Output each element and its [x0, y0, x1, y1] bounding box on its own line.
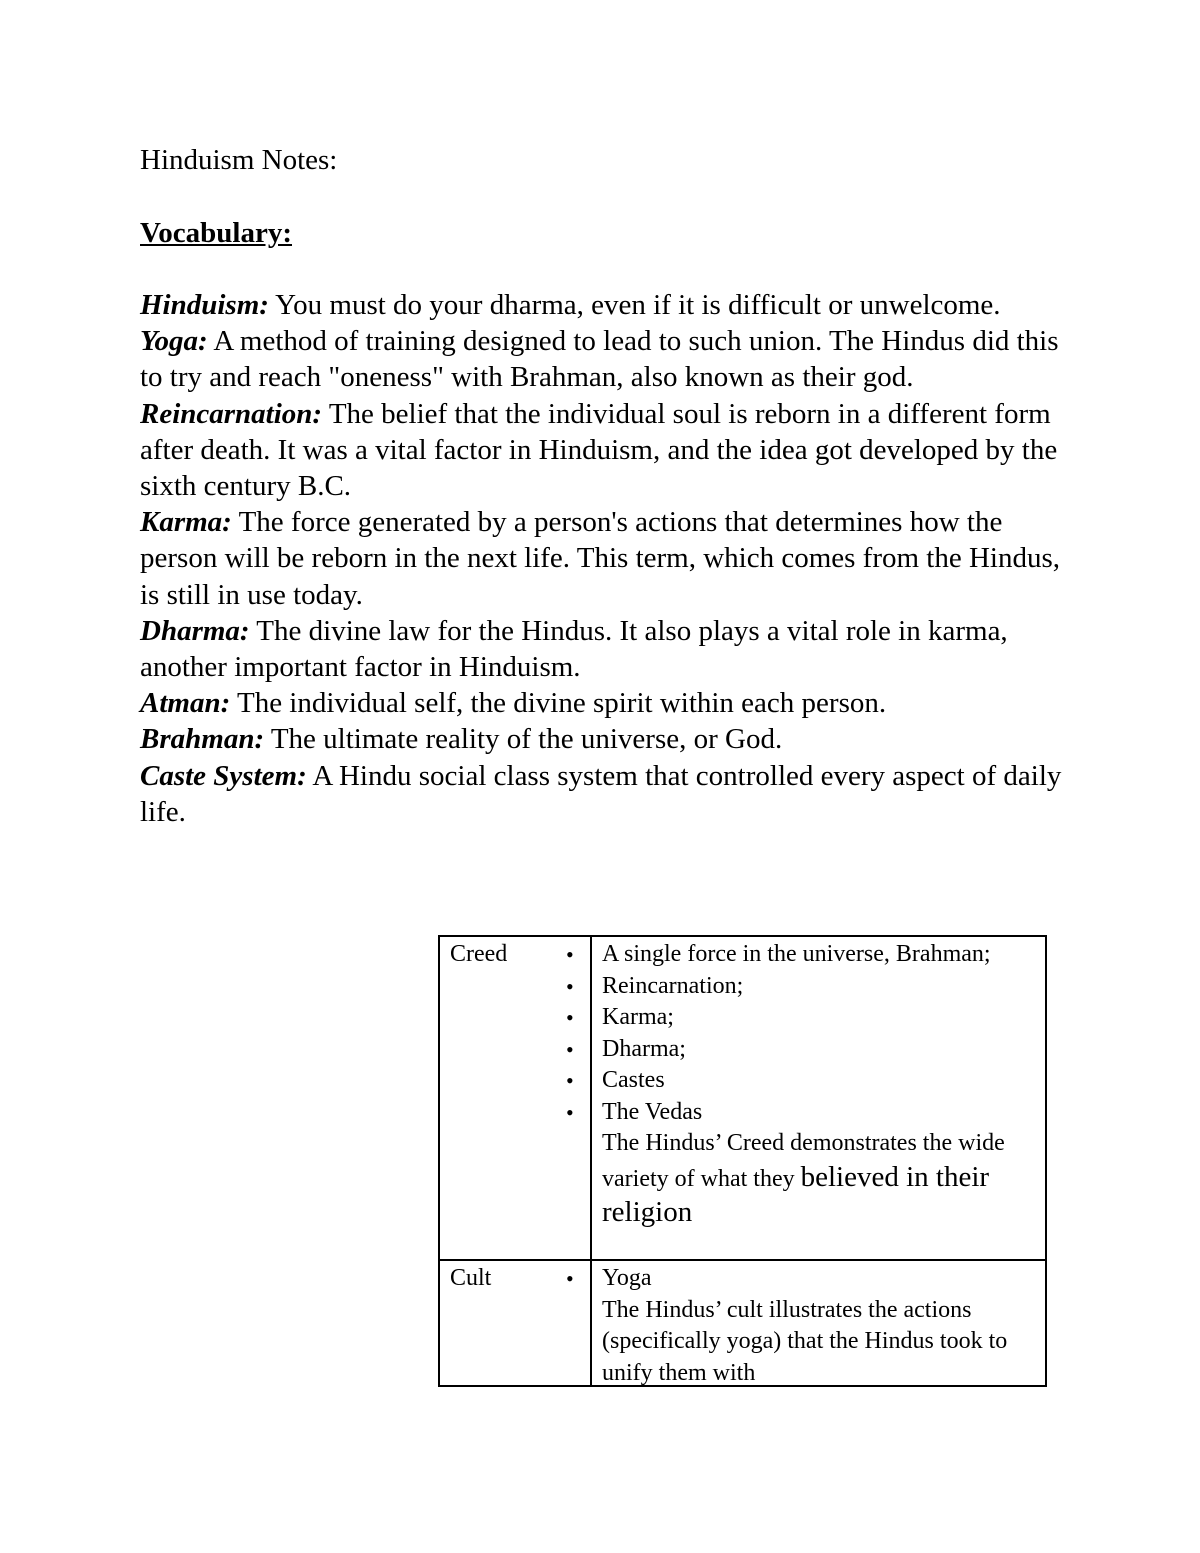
- vocab-definition: A method of training designed to lead to such union. The Hindus did this to try and reach "oneness" with Brahman, also known as their god.: [140, 325, 1059, 394]
- vocab-term: Caste System:: [140, 759, 307, 792]
- cult-content: [566, 1260, 1046, 1386]
- bullet-icon: •: [566, 1068, 574, 1093]
- vocab-entry-yoga: [140, 323, 1070, 395]
- vocab-definition: The belief that the individual soul is reborn in a different form after death. It was a vital factor in Hinduism, and the idea got developed by the sixth century B.C.: [140, 397, 1058, 503]
- vocab-term: Brahman:: [140, 723, 265, 756]
- document-title: Hinduism Notes:: [140, 144, 338, 176]
- vocab-term: Hinduism:: [140, 289, 269, 321]
- list-item-text: Dharma;: [602, 1035, 686, 1062]
- list-item-text: Reincarnation;: [602, 972, 744, 999]
- vocabulary-heading: Vocabulary:: [140, 217, 292, 249]
- cult-content-clip: [566, 1263, 1035, 1386]
- vocab-term: Reincarnation:: [140, 397, 323, 430]
- list-item: [566, 1065, 1035, 1097]
- vocab-definition: You must do your dharma, even if it is difficult or unwelcome.: [268, 289, 1001, 321]
- vocab-definition: A Hindu social class system that controlled every aspect of daily life.: [140, 759, 1062, 828]
- creed-description: [602, 1128, 1035, 1231]
- vocabulary-list: [140, 287, 1070, 830]
- vocab-definition: The ultimate reality of the universe, or God.: [264, 723, 783, 756]
- table-row-creed: [439, 936, 1046, 1260]
- list-item: [566, 971, 1035, 1003]
- vocab-definition: The divine law for the Hindus. It also plays a vital role in karma, another important factor in Hinduism.: [140, 614, 1008, 684]
- vocab-definition: The force generated by a person's actions that determines how the person will be reborn in the next life. This term, which comes from the Hindus, is still in use today.: [140, 506, 1061, 611]
- bullet-icon: •: [566, 1266, 574, 1291]
- vocab-entry-reincarnation: [140, 396, 1070, 505]
- list-item: [566, 1002, 1035, 1034]
- creed-cult-table: [438, 935, 1047, 1387]
- creed-description-text-large: believed in their religion: [602, 1160, 990, 1228]
- vocab-entry-hinduism: [140, 287, 1070, 323]
- list-item: [566, 1263, 1035, 1295]
- creed-description-text: The Hindus’ Creed demonstrates the wide variety of what they: [602, 1130, 1005, 1192]
- list-item-text: Karma;: [602, 1004, 674, 1030]
- vocab-entry-atman: [140, 685, 1070, 721]
- list-item: [566, 1097, 1035, 1129]
- vocab-term: Atman:: [140, 687, 231, 720]
- creed-label: Creed: [439, 936, 591, 1260]
- vocab-entry-karma: [140, 504, 1070, 613]
- cult-label: Cult: [439, 1260, 591, 1386]
- bullet-icon: •: [566, 973, 574, 999]
- vocab-term: Yoga:: [140, 325, 208, 358]
- list-item-text: Yoga: [602, 1265, 652, 1291]
- bullet-icon: •: [566, 1005, 574, 1030]
- vocab-definition: The individual self, the divine spirit within each person.: [230, 687, 887, 720]
- list-item: [566, 939, 1035, 971]
- bullet-icon: •: [566, 1099, 574, 1125]
- table-row-cult: [439, 1260, 1046, 1386]
- vocab-term: Dharma:: [140, 614, 250, 647]
- vocab-term: Karma:: [140, 506, 232, 539]
- vocab-entry-brahman: [140, 721, 1070, 757]
- cult-description: The Hindus’ cult illustrates the actions (specifically yoga) that the Hindus took to unify them with: [602, 1296, 1008, 1386]
- creed-bullet-list: [566, 939, 1035, 1128]
- list-item-text: A single force in the universe, Brahman;: [602, 941, 991, 967]
- list-item: [566, 1034, 1035, 1066]
- creed-content: [566, 936, 1046, 1260]
- bullet-icon: •: [566, 1036, 574, 1062]
- bullet-icon: •: [566, 942, 574, 967]
- cult-bullet-list: [566, 1263, 1035, 1295]
- vocab-entry-dharma: [140, 613, 1070, 685]
- vocab-entry-caste-system: [140, 758, 1070, 830]
- list-item-text: Castes: [602, 1067, 665, 1093]
- list-item-text: The Vedas: [602, 1098, 703, 1125]
